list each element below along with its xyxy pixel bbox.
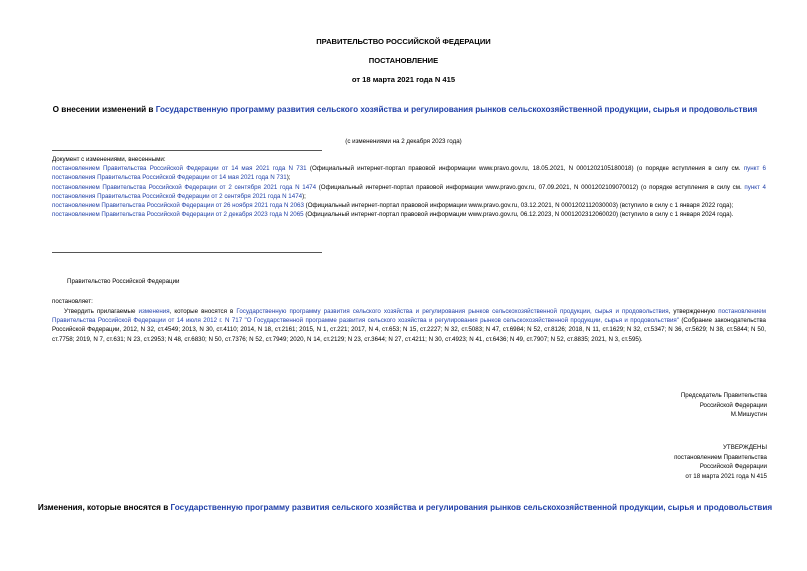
- government-name: Правительство Российской Федерации: [67, 278, 180, 285]
- revision-note: (с изменениями на 2 декабря 2023 года): [345, 138, 462, 145]
- change-link[interactable]: постановлением Правительства Российской Федерации от 26 ноября 2021 года N 2063: [52, 202, 304, 210]
- document-date-number: от 18 марта 2021 года N 415: [351, 75, 456, 84]
- approval-heading: УТВЕРЖДЕНЫ: [723, 444, 767, 451]
- document-type: ПОСТАНОВЛЕНИЕ: [368, 56, 439, 65]
- government-heading: ПРАВИТЕЛЬСТВО РОССИЙСКОЙ ФЕДЕРАЦИИ: [316, 37, 491, 46]
- change-item: [52, 201, 766, 210]
- signature-block: [681, 391, 767, 420]
- approval-date: от 18 марта 2021 года N 415: [685, 472, 767, 480]
- approval-organization: Российской Федерации: [699, 463, 767, 471]
- title-program-link[interactable]: Государственную программу развития сельского хозяйства и регулирования рынков сельскохозяйственной продукции, сырья и продовольствия: [155, 105, 758, 114]
- change-text: (Официальный интернет-портал правовой информации www.pravo.gov.ru, 18.05.2021, N 0001202105180018) (о порядке вступления в силу см.: [306, 165, 744, 173]
- change-link[interactable]: постановлением Правительства Российской Федерации от 2 сентября 2021 года N 1474: [52, 183, 317, 191]
- change-text: (Официальный интернет-портал правовой информации www.pravo.gov.ru, 06.12.2023, N 0001202312060020) (вступило в силу с 1 января 2024 года).: [303, 211, 734, 219]
- change-text-end: );: [302, 192, 306, 200]
- changes-bottom-divider: [52, 252, 322, 253]
- document-title: [50, 104, 760, 115]
- change-clause-link[interactable]: пункт 6 постановления Правительства Российской Федерации от 14 мая 2021 года N 731: [52, 165, 766, 182]
- change-item: [52, 183, 766, 201]
- approval-by: постановлением Правительства: [674, 453, 767, 461]
- signature-name: М.Мишустин: [730, 411, 767, 419]
- decision-text: , утвержденную: [668, 308, 719, 315]
- program-link[interactable]: Государственную программу развития сельского хозяйства и регулирования рынков сельскохозяйственной продукции, сырья и продовольствия: [236, 308, 669, 315]
- amendments-link[interactable]: изменения: [138, 308, 170, 315]
- change-clause-link[interactable]: пункт 4 постановления Правительства Российской Федерации от 2 сентября 2021 года N 1474: [52, 183, 767, 200]
- change-text: (Официальный интернет-портал правовой информации www.pravo.gov.ru, 07.09.2021, N 0001202109070012) (о порядке вступления в силу см.: [316, 183, 745, 191]
- signature-organization: Российской Федерации: [699, 401, 767, 409]
- approval-block: [674, 443, 767, 481]
- change-link[interactable]: постановлением Правительства Российской Федерации от 2 декабря 2023 года N 2065: [52, 211, 304, 219]
- change-item: [52, 164, 766, 182]
- decision-paragraph: [52, 307, 766, 344]
- resolution-717-link[interactable]: постановлением Правительства Российской Федерации от 14 июля 2012 г. N 717 "О Государственной программе развития сельского хозяйства и регулирования рынков сельскохозяйственной продукции, сырья и продовольствия": [52, 308, 766, 325]
- change-text-end: );: [286, 174, 291, 182]
- changes-title-program-link[interactable]: Государственную программу развития сельского хозяйства и регулирования рынков сельскохозяйственной продукции, сырья и продовольствия: [170, 503, 773, 512]
- decision-text: (Собрание законодательства Российской Федерации, 2012, N 32, ст.4549; 2013, N 30, ст.4110; 2014, N 18, ст.2161; 2015, N 1, ст.221; 2017, N 4, ст.653; N 15, ст.2227; N 32, ст.5083; N 47, ст.6984; N 52, ст.8126; 2018, N 11, ст.1629; N 32, ст.5347; N 36, ст.5629; N 38, ст.5844; N 50, ст.7758; 2019, N 7, ст.631; N 23, ст.2953; N 48, ст.6830; N 50, ст.7376; N 52, ст.7949; 2020, N 14, ст.2129; N 23, ст.3644; N 27, ст.4211; N 30, ст.4923; N 41, ст.6436; N 49, ст.7907; N 52, ст.8835; 2021, N 3, ст.595).: [52, 317, 766, 343]
- decision-text: , которые вносятся в: [169, 308, 237, 315]
- changes-title: [30, 502, 780, 513]
- change-text: (Официальный интернет-портал правовой информации www.pravo.gov.ru, 03.12.2021, N 0001202112030003) (вступило в силу с 1 января 2022 года);: [303, 202, 734, 210]
- decision-text: Утвердить прилагаемые: [64, 308, 139, 315]
- changes-intro: Документ с изменениями, внесенными:: [52, 156, 166, 163]
- change-item: [52, 210, 766, 219]
- title-prefix: О внесении изменений в: [52, 105, 156, 114]
- decides-label: постановляет:: [52, 298, 93, 305]
- signature-position: Председатель Правительства: [680, 392, 767, 399]
- changes-list: [52, 155, 766, 219]
- changes-top-divider: [52, 150, 322, 151]
- changes-title-prefix: Изменения, которые вносятся в: [37, 503, 171, 512]
- change-link[interactable]: постановлением Правительства Российской Федерации от 14 мая 2021 года N 731: [52, 165, 307, 173]
